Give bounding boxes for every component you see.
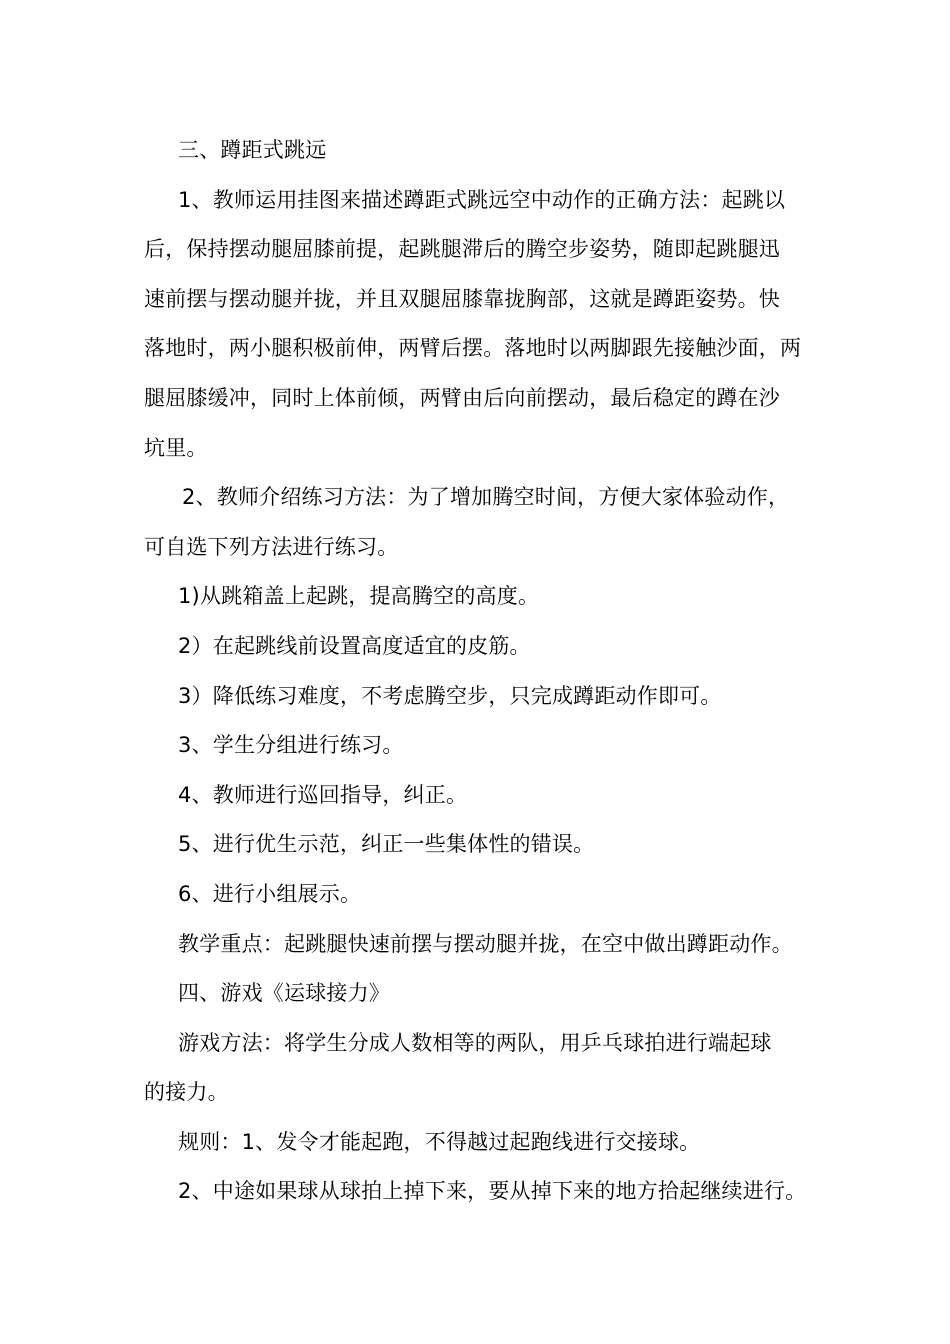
paragraph-line-first: 1、教师运用挂图来描述蹲距式跳远空中动作的正确方法：起跳以 bbox=[178, 187, 786, 212]
paragraph-line-first: 游戏方法：将学生分成人数相等的两队，用乒乓球拍进行端起球 bbox=[178, 1030, 772, 1055]
paragraph-line: 可自选下列方法进行练习。 bbox=[144, 534, 399, 559]
paragraph-line: 落地时，两小腿积极前伸，两臂后摆。落地时以两脚跟先接触沙面，两 bbox=[144, 336, 802, 361]
paragraph-line-first: 6、进行小组展示。 bbox=[178, 881, 362, 906]
paragraph-line: 速前摆与摆动腿并拢，并且双腿屈膝靠拢胸部，这就是蹲距姿势。快 bbox=[144, 286, 780, 311]
paragraph-line-first: 2）在起跳线前设置高度适宜的皮筋。 bbox=[178, 633, 531, 658]
paragraph-line: 坑里。 bbox=[144, 435, 208, 460]
paragraph-line: 后，保持摆动腿屈膝前提，起跳腿滞后的腾空步姿势，随即起跳腿迅 bbox=[144, 237, 780, 262]
paragraph-line-first: 4、教师进行巡回指导，纠正。 bbox=[178, 782, 468, 807]
paragraph-line: 的接力。 bbox=[144, 1080, 229, 1105]
paragraph-line-first: 3）降低练习难度，不考虑腾空步，只完成蹲距动作即可。 bbox=[178, 683, 722, 708]
paragraph-line: 腿屈膝缓冲，同时上体前倾，两臂由后向前摆动，最后稳定的蹲在沙 bbox=[144, 385, 780, 410]
paragraph-line-first: 规则：1、发令才能起跑，不得越过起跑线进行交接球。 bbox=[178, 1129, 701, 1154]
document-body bbox=[144, 126, 824, 1217]
paragraph-line-first: 教学重点：起跳腿快速前摆与摆动腿并拢，在空中做出蹲距动作。 bbox=[178, 931, 793, 956]
paragraph-line-first: 四、游戏《运球接力》 bbox=[178, 981, 390, 1006]
paragraph-line-first: 2、教师介绍练习方法：为了增加腾空时间，方便大家体验动作， bbox=[182, 485, 790, 510]
paragraph-line-first: 三、蹲距式跳远 bbox=[178, 138, 327, 162]
paragraph-line-first: 2、中途如果球从球拍上掉下来，要从掉下来的地方拾起继续进行。 bbox=[178, 1179, 807, 1204]
paragraph-line-first: 3、学生分组进行练习。 bbox=[178, 733, 404, 758]
paragraph-line-first: 1)从跳箱盖上起跳，提高腾空的高度。 bbox=[178, 584, 540, 609]
paragraph-line-first: 5、进行优生示范，纠正一些集体性的错误。 bbox=[178, 832, 595, 857]
